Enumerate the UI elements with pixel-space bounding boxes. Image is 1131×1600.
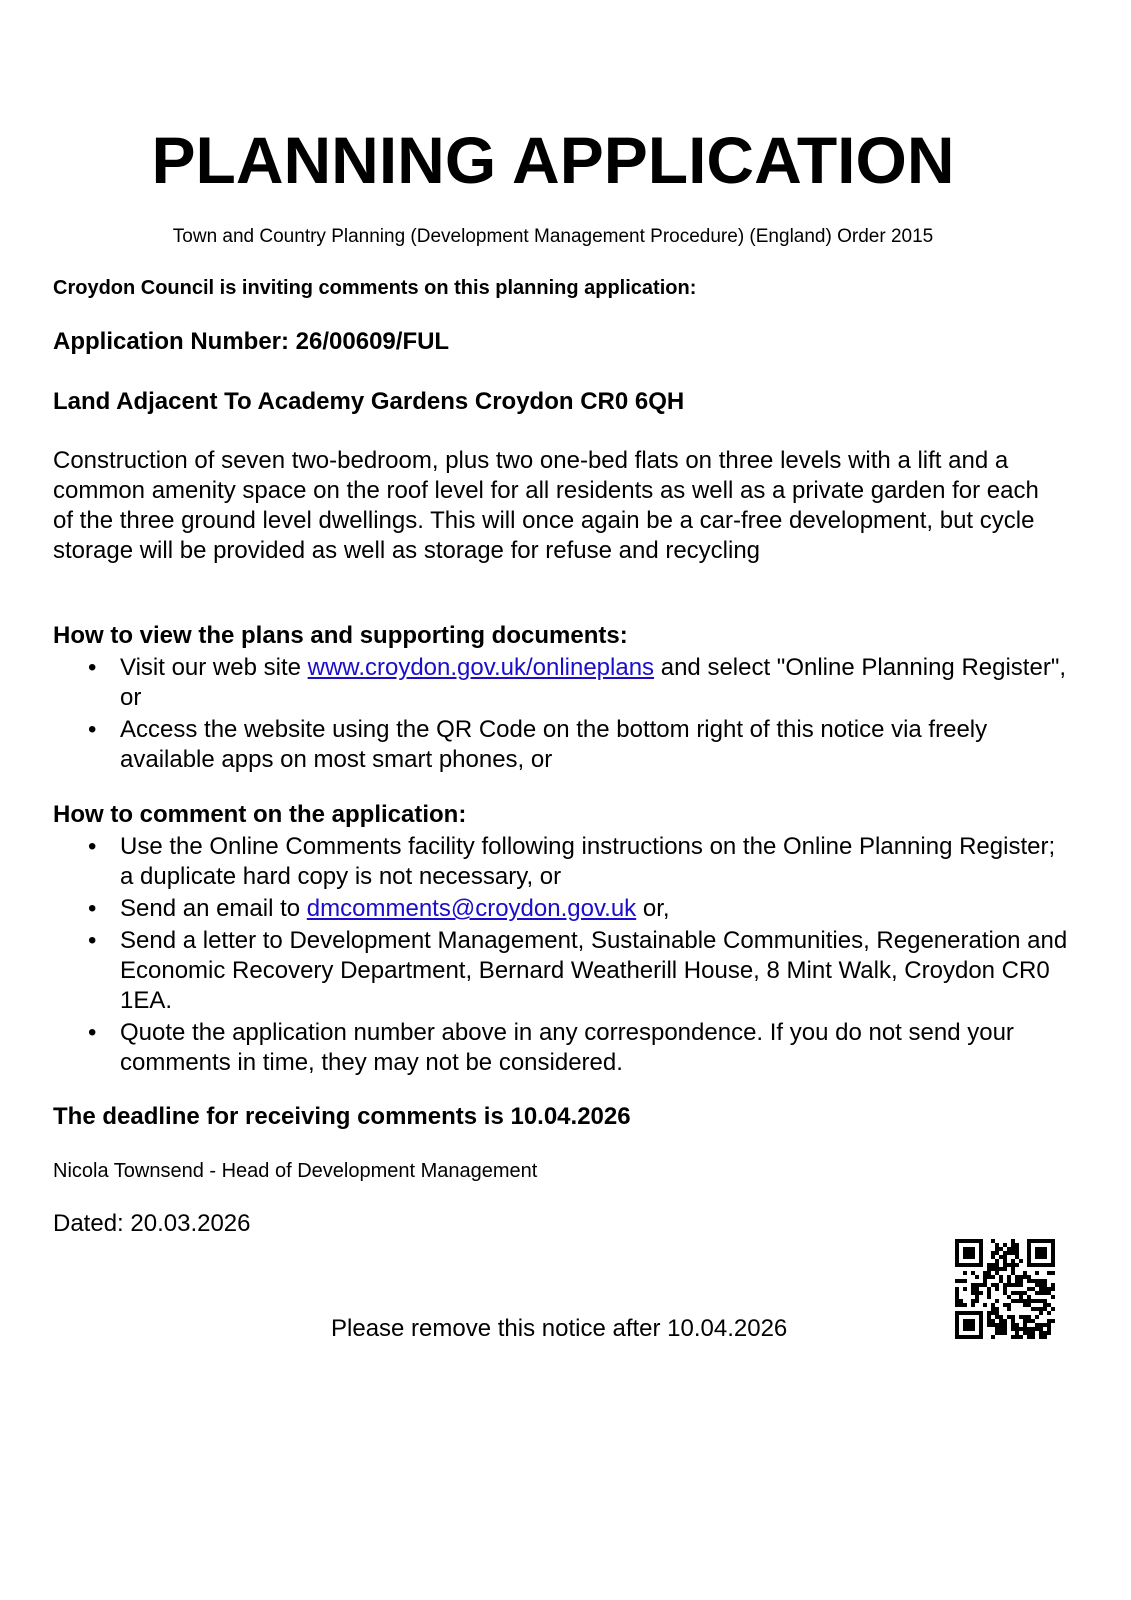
bullet: •: [88, 895, 97, 922]
bullet: •: [88, 833, 97, 860]
qr-module: [1035, 1271, 1039, 1275]
deadline: The deadline for receiving comments is 10.04.2026: [53, 1103, 631, 1130]
qr-module: [1019, 1335, 1023, 1339]
qr-module: [1015, 1263, 1019, 1267]
qr-code-icon[interactable]: [955, 1239, 1055, 1339]
site-address: Land Adjacent To Academy Gardens Croydon CR0 6QH: [53, 388, 685, 415]
qr-module: [971, 1303, 975, 1307]
qr-module: [1003, 1331, 1007, 1335]
signatory: Nicola Townsend - Head of Development Management: [53, 1160, 538, 1182]
qr-module: [983, 1303, 987, 1307]
qr-module: [1039, 1311, 1043, 1315]
qr-module: [1051, 1295, 1055, 1299]
qr-module: [1043, 1255, 1047, 1259]
qr-module: [1051, 1263, 1055, 1267]
qr-module: [1051, 1307, 1055, 1311]
qr-module: [995, 1299, 999, 1303]
qr-module: [1043, 1335, 1047, 1339]
qr-module: [979, 1263, 983, 1267]
list-item: • Send an email to dmcomments@croydon.gov.uk or,: [88, 895, 670, 922]
qr-module: [963, 1287, 967, 1291]
bullet: •: [88, 654, 97, 681]
qr-module: [1019, 1259, 1023, 1263]
list-item: • Access the website using the QR Code on the bottom right of this notice via freely available apps on most smart phones, or: [88, 716, 988, 773]
qr-module: [1019, 1283, 1023, 1287]
view-list: [53, 653, 1070, 777]
bullet: •: [88, 1019, 97, 1046]
intro-text: Croydon Council is inviting comments on this planning application:: [53, 277, 697, 299]
qr-module: [1047, 1331, 1051, 1335]
comment-heading: How to comment on the application:: [53, 801, 467, 828]
qr-module: [1051, 1287, 1055, 1291]
bullet: •: [88, 716, 97, 743]
qr-module: [975, 1275, 979, 1279]
qr-module: [963, 1303, 967, 1307]
qr-module: [979, 1335, 983, 1339]
qr-module: [987, 1295, 991, 1299]
qr-module: [1051, 1319, 1055, 1323]
qr-module: [1003, 1267, 1007, 1271]
qr-module: [1007, 1307, 1011, 1311]
dated: Dated: 20.03.2026: [53, 1210, 251, 1237]
qr-module: [991, 1335, 995, 1339]
view-heading: How to view the plans and supporting documents:: [53, 622, 628, 649]
email-link[interactable]: dmcomments@croydon.gov.uk: [306, 895, 637, 922]
qr-module: [1047, 1311, 1051, 1315]
qr-module: [1031, 1335, 1035, 1339]
remove-notice: Please remove this notice after 10.04.2026: [331, 1315, 788, 1342]
bullet: •: [88, 927, 97, 954]
qr-module: [1035, 1315, 1039, 1319]
proposal-description: Construction of seven two-bedroom, plus two one-bed flats on three levels with a lift and a common amenity space on the roof level for all residents as well as a private garden for each of the three ground level dwellings. This will once again be a car-free development, but cycle storage will be provided as well as storage for refuse and recycling: [53, 447, 1039, 564]
online-plans-link[interactable]: www.croydon.gov.uk/onlineplans: [307, 654, 655, 681]
qr-module: [963, 1279, 967, 1283]
qr-module: [991, 1275, 995, 1279]
list-item: • Quote the application number above in any correspondence. If you do not send your comments in time, they may not be considered.: [88, 1019, 1014, 1076]
comment-list: [53, 832, 1090, 1080]
qr-module: [971, 1255, 975, 1259]
list-item: • Send a letter to Development Management, Sustainable Communities, Regeneration and Economic Recovery Department, Bernard Weatherill House, 8 Mint Walk, Croydon CR0 1EA.: [88, 927, 1068, 1014]
list-item: • Use the Online Comments facility following instructions on the Online Planning Register; a duplicate hard copy is not necessary, or: [88, 833, 1056, 890]
qr-module: [1051, 1271, 1055, 1275]
page-title: PLANNING APPLICATION: [151, 123, 955, 197]
qr-module: [995, 1287, 999, 1291]
list-item: • Visit our web site www.croydon.gov.uk/onlineplans and select "Online Planning Register", or: [88, 654, 1066, 711]
qr-module: [963, 1271, 967, 1275]
legislation-subtitle: Town and Country Planning (Development Management Procedure) (England) Order 2015: [172, 226, 934, 247]
qr-module: [979, 1291, 983, 1295]
qr-module: [971, 1327, 975, 1331]
application-number: Application Number: 26/00609/FUL: [53, 328, 450, 355]
qr-module: [975, 1299, 979, 1303]
